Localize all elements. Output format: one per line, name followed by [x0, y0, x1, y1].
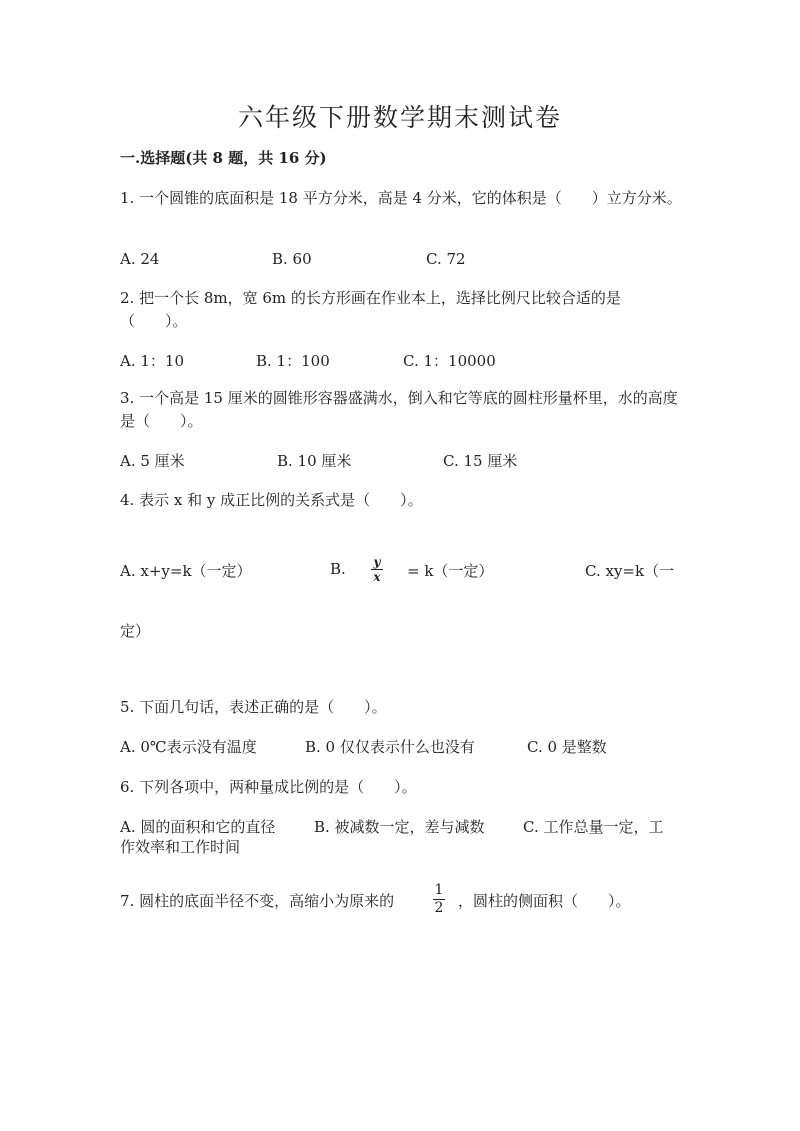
- question-5-option-a: A. 0℃表示没有温度: [120, 738, 257, 756]
- question-5-text: 5. 下面几句话，表述正确的是（ ）。: [120, 698, 387, 716]
- question-2-option-a: A. 1：10: [120, 352, 184, 370]
- question-2-option-c: C. 1：10000: [403, 352, 496, 370]
- question-3-option-a: A. 5 厘米: [120, 452, 185, 470]
- question-4-option-b-text: = k（一定）: [407, 562, 494, 580]
- question-4-option-a: A. x+y=k（一定）: [120, 562, 252, 580]
- question-6-option-c: C. 工作总量一定，工: [523, 818, 664, 836]
- question-3-option-c: C. 15 厘米: [443, 452, 518, 470]
- question-4-option-c-wrap: 定）: [120, 622, 151, 640]
- question-6-text: 6. 下列各项中，两种量成比例的是（ ）。: [120, 778, 417, 796]
- question-5-option-b: B. 0 仅仅表示什么也没有: [305, 738, 475, 756]
- question-2-text: 2. 把一个长 8m，宽 6m 的长方形画在作业本上，选择比例尺比较合适的是（ ）。: [120, 289, 621, 330]
- question-1-text: 1. 一个圆锥的底面积是 18 平方分米，高是 4 分米，它的体积是（ ）立方分米。: [120, 189, 682, 207]
- question-7-text-after: ，圆柱的侧面积（ ）。: [458, 892, 631, 910]
- section-heading: 一.选择题(共 8 题，共 16 分): [120, 149, 327, 167]
- fraction-numerator: 1: [434, 882, 444, 898]
- fraction-denominator: x: [373, 570, 381, 584]
- page-title: 六年级下册数学期末测试卷: [237, 103, 562, 132]
- question-3-option-b: B. 10 厘米: [277, 452, 352, 470]
- question-1-option-a: A. 24: [120, 250, 160, 268]
- fraction-denominator: 2: [434, 900, 444, 916]
- question-4-text: 4. 表示 x 和 y 成正比例的关系式是（ ）。: [120, 491, 423, 509]
- question-6-option-c-wrap: 作效率和工作时间: [120, 838, 241, 856]
- question-7-fraction: [433, 883, 445, 916]
- fraction-numerator: y: [373, 555, 381, 569]
- question-3-text: 3. 一个高是 15 厘米的圆锥形容器盛满水，倒入和它等底的圆柱形量杯里，水的高度是（ ）。: [120, 389, 678, 430]
- question-4-option-c: C. xy=k（一: [585, 562, 675, 580]
- question-2-option-b: B. 1：100: [256, 352, 330, 370]
- question-5-option-c: C. 0 是整数: [527, 738, 607, 756]
- question-6-option-a: A. 圆的面积和它的直径: [120, 818, 276, 836]
- question-1-option-b: B. 60: [272, 250, 312, 268]
- question-1-option-c: C. 72: [426, 250, 466, 268]
- question-4-option-b-label: B.: [330, 560, 346, 578]
- question-7-text-before: 7. 圆柱的底面半径不变，高缩小为原来的: [120, 892, 395, 910]
- question-4-option-b-fraction: [371, 556, 383, 583]
- question-6-option-b: B. 被减数一定，差与减数: [314, 818, 485, 836]
